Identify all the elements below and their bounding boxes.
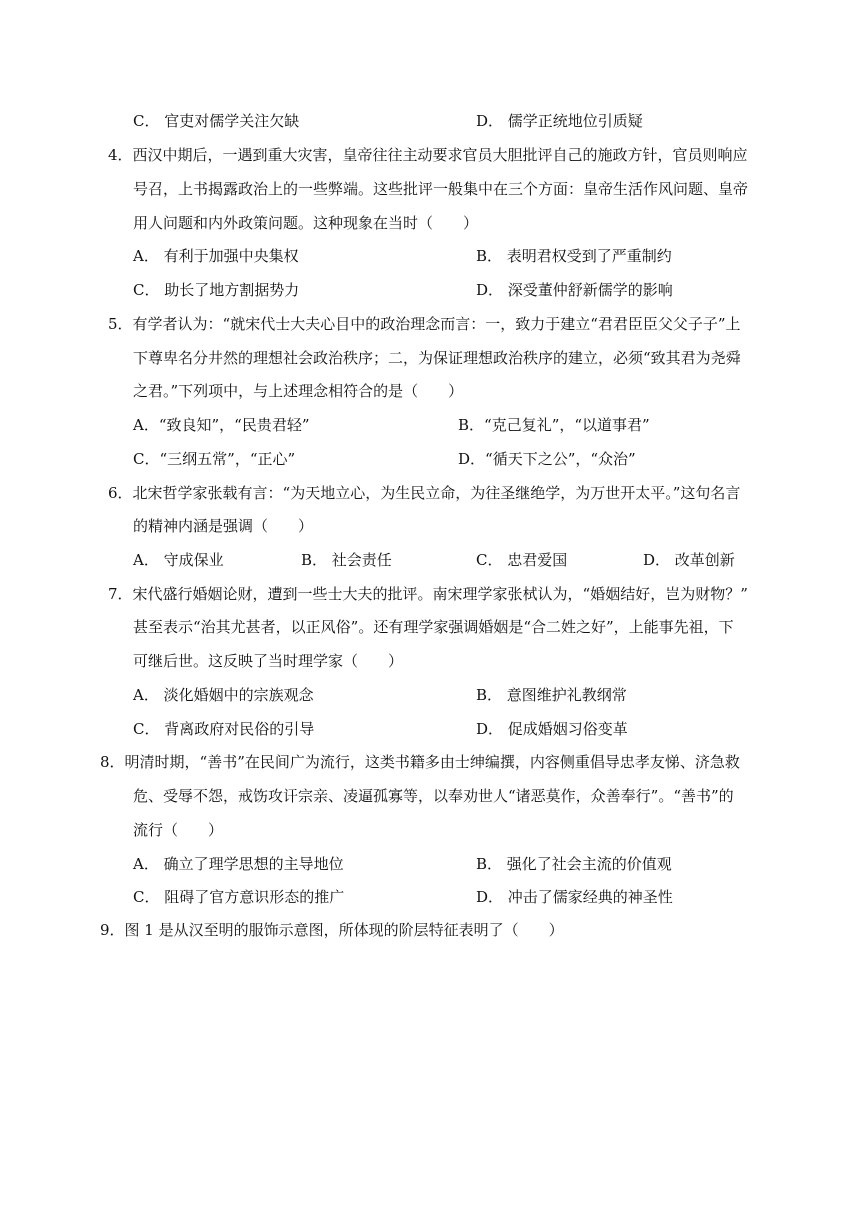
question-8-line-3: 流行（ ） [133,821,224,839]
question-5-option-b: B．“克己复礼”，“以道事君” [458,416,650,434]
question-8-option-b: B． 强化了社会主流的价值观 [476,855,672,873]
option-d: D． 儒学正统地位引质疑 [476,112,643,130]
question-8-option-d: D． 冲击了儒家经典的神圣性 [476,888,673,906]
option-c: C． 官吏对儒学关注欠缺 [133,112,300,130]
question-4-line-3: 用人问题和内外政策问题。这种现象在当时（ ） [133,214,479,232]
question-4-option-d: D． 深受董仲舒新儒学的影响 [476,281,673,299]
question-8-option-c: C． 阻碍了官方意识形态的推广 [133,888,345,906]
question-6-line-2: 的精神内涵是强调（ ） [133,517,314,535]
question-7-line-1: 7．宋代盛行婚姻论财，遭到一些士大夫的批评。南宋理学家张栻认为，“婚姻结好，岂为财物？” [108,585,748,603]
question-6-option-b: B． 社会责任 [301,551,392,569]
question-5-option-d: D．“循天下之公”，“众治” [458,450,636,468]
question-7-option-d: D． 促成婚姻习俗变革 [476,720,628,738]
question-9-line-1: 9．图 1 是从汉至明的服饰示意图，所体现的阶层特征表明了（ ） [100,921,564,939]
question-8-line-1: 8．明清时期，“善书”在民间广为流行，这类书籍多由士绅编撰，内容侧重倡导忠孝友悌、济急救 [100,753,740,771]
question-5-option-a: A．“致良知”，“民贵君轻” [133,416,310,434]
question-6-option-a: A． 守成保业 [133,551,224,569]
question-7-line-3: 可继后世。这反映了当时理学家（ ） [133,652,404,670]
question-5-option-c: C．“三纲五常”，“正心” [133,450,296,468]
question-7-option-b: B． 意图维护礼教纲常 [476,686,627,704]
question-8-line-2: 危、受辱不怨，戒饬攻讦宗亲、凌逼孤寡等，以奉劝世人“诸恶莫作，众善奉行”。“善书”的 [133,787,734,805]
question-7-line-2: 甚至表示“治其尤甚者，以正风俗”。还有理学家强调婚姻是“合二姓之好”，上能事先祖，下 [133,618,734,636]
question-6-option-c: C． 忠君爱国 [476,551,568,569]
question-5-line-2: 下尊卑名分井然的理想社会政治秩序；二，为保证理想政治秩序的建立，必须“致其君为尧舜 [133,349,741,367]
question-4-option-b: B． 表明君权受到了严重制约 [476,247,672,265]
question-7-option-a: A． 淡化婚姻中的宗族观念 [133,686,314,704]
question-6-option-d: D． 改革创新 [643,551,735,569]
question-4-line-1: 4．西汉中期后，一遇到重大灾害，皇帝往往主动要求官员大胆批评自己的施政方针，官员则响应 [108,146,748,164]
question-8-option-a: A． 确立了理学思想的主导地位 [133,855,344,873]
question-7-option-c: C． 背离政府对民俗的引导 [133,720,315,738]
question-5-line-1: 5．有学者认为：“就宋代士大夫心目中的政治理念而言：一，致力于建立“君君臣臣父父子子”上 [108,315,741,333]
question-4-option-a: A． 有利于加强中央集权 [133,247,299,265]
question-5-line-3: 之君。”下列项中，与上述理念相符合的是（ ） [133,382,464,400]
question-4-option-c: C． 助长了地方割据势力 [133,281,300,299]
question-6-line-1: 6．北宋哲学家张载有言：“为天地立心，为生民立命，为往圣继绝学，为万世开太平。”这句名言 [108,484,741,502]
question-4-line-2: 号召，上书揭露政治上的一些弊端。这些批评一般集中在三个方面：皇帝生活作风问题、皇帝 [133,180,749,198]
